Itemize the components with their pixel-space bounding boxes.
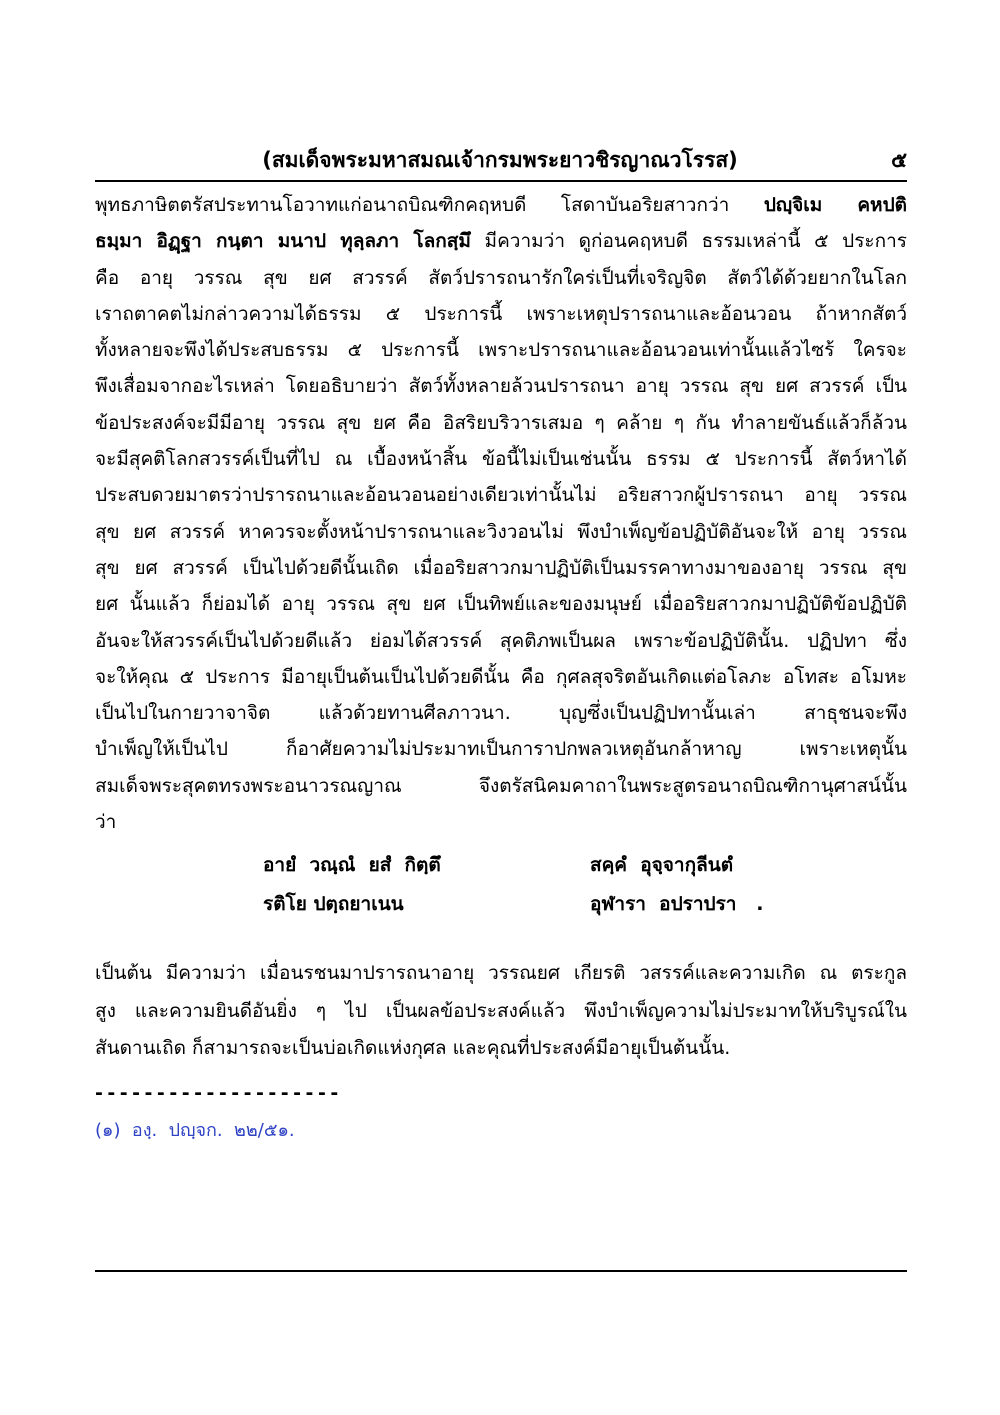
verse-right-half: อุฬารา อปราปรา . <box>590 893 764 915</box>
text-line: ประสบดวยมาตรว่าปรารถนาและอ้อนวอนอย่างเดียวเท่านั้นไม่ อริยสาวกผู้ปรารถนา อายุ วรรณ <box>95 484 907 507</box>
text-line: บำเพ็ญให้เป็นไป ก็อาศัยความไม่ประมาทเป็นการาปกพลวเหตุอันกล้าหาญ เพราะเหตุนั้น <box>95 738 907 761</box>
body-paragraph-2 <box>95 955 907 1068</box>
footnote-divider: -------------------- <box>95 1082 343 1104</box>
text-line: เป็นไปในกายวาจาจิต แล้วด้วยทานศีลภาวนา. บุญซึ่งเป็นปฏิปทานั้นเล่า สาธุชนจะพึง <box>95 702 907 725</box>
footer-rule <box>95 1270 907 1272</box>
text-line: สมเด็จพระสุคตทรงพระอนาวรณญาณ จึงตรัสนิคมคาถาในพระสูตรอนาถบิณฑิกานุศาสน์นั้น <box>95 774 907 797</box>
text-segment: พุทธภาษิตตรัสประทานโอวาทแก่อนาถบิณฑิกคฤหบดี โสดาบันอริยสาวกว่า <box>95 194 730 216</box>
page-header-title: (สมเด็จพระมหาสมณเจ้ากรมพระยาวชิรญาณวโรรส) <box>262 148 738 172</box>
page-number: ๕ <box>891 148 907 172</box>
text-line: พึงเสื่อมจากอะไรเหล่า โดยอธิบายว่า สัตว์ทั้งหลายล้วนปรารถนา อายุ วรรณ สุข ยศ สวรรค์ เป็น <box>95 375 907 398</box>
text-line: สูง และความยินดีอันยิ่ง ๆ ไป เป็นผลข้อประสงค์แล้ว พึงบำเพ็ญความไม่ประมาทให้บริบูรณ์ใน <box>95 999 907 1022</box>
header-rule <box>95 180 907 182</box>
text-line: ทั้งหลายจะพึงได้ประสบธรรม ๕ ประการนี้ เพราะปรารถนาและอ้อนวอนเท่านั้นแล้วไซร้ ใครจะ <box>95 339 907 362</box>
verse-left-half: รติโย ปตฺถยาเนน <box>263 893 404 915</box>
text-line: ว่า <box>95 811 117 834</box>
text-line: จะให้คุณ ๕ ประการ มีอายุเป็นต้นเป็นไปด้วยดีนั้น คือ กุศลสุจริตอันเกิดแต่อโลภะ อโทสะ อโมหะ <box>95 665 907 688</box>
text-line: สุข ยศ สวรรค์ เป็นไปด้วยดีนั้นเถิด เมื่ออริยสาวกมาปฏิบัติเป็นมรรคาทางมาของอายุ วรรณ สุข <box>95 556 907 579</box>
text-line: คือ อายุ วรรณ สุข ยศ สวรรค์ สัตว์ปรารถนารักใคร่เป็นที่เจริญจิต สัตว์ได้ด้วยยากในโลก <box>95 266 907 289</box>
text-line <box>95 223 907 259</box>
verse-left-half: อายํ วณฺณํ ยสํ กิตฺตึ <box>263 854 441 876</box>
footnote: (๑) องฺ. ปญฺจก. ๒๒/๕๑. <box>95 1120 295 1141</box>
verse-row <box>263 885 863 924</box>
text-line: เป็นต้น มีความว่า เมื่อนรชนมาปรารถนาอายุ วรรณยศ เกียรติ วสรรค์และความเกิด ณ ตระกูล <box>95 962 907 984</box>
text-line: อันจะให้สวรรค์เป็นไปด้วยดีแล้ว ย่อมได้สวรรค์ สุคติภพเป็นผล เพราะข้อปฏิบัตินั้น. ปฏิปทา ซึ่ง <box>95 629 907 652</box>
verse-block <box>263 846 863 924</box>
body-paragraph-1 <box>95 187 907 840</box>
text-line <box>95 187 907 223</box>
text-line: ข้อประสงค์จะมีมีอายุ วรรณ สุข ยศ คือ อิสริยบริวารเสมอ ๆ คล้าย ๆ กัน ทำลายขันธ์แล้วก็ล้วน <box>95 411 907 434</box>
text-line: เราถตาคตไม่กล่าวความได้ธรรม ๕ ประการนี้ เพราะเหตุปรารถนาและอ้อนวอน ถ้าหากสัตว์ <box>95 302 907 325</box>
verse-row <box>263 846 863 885</box>
bold-pali-phrase: ปญฺจิเม คหปติ <box>763 194 907 216</box>
text-line: สันดานเถิด ก็สามารถจะเป็นบ่อเกิดแห่งกุศล และคุณที่ประสงค์มีอายุเป็นต้นนั้น. <box>95 1037 731 1059</box>
bold-pali-phrase: ธมฺมา อิฏฺฐา กนฺตา มนาป ทุลฺลภา โลกสฺมึ <box>95 230 471 253</box>
text-line: ยศ นั้นแล้ว ก็ย่อมได้ อายุ วรรณ สุข ยศ เป็นทิพย์และของมนุษย์ เมื่ออริยสาวกมาปฏิบัติข้อปฏิบัติ <box>95 593 907 616</box>
text-line: สุข ยศ สวรรค์ หาควรจะตั้งหน้าปรารถนาและวิงวอนไม่ พึงบำเพ็ญข้อปฏิบัติอันจะให้ อายุ วรรณ <box>95 520 907 543</box>
verse-right-half: สคฺคํ อุจฺจากุลีนตํ <box>590 854 734 876</box>
text-line: จะมีสุคติโลกสวรรค์เป็นที่ไป ณ เบื้องหน้าสิ้น ข้อนี้ไม่เป็นเช่นนั้น ธรรม ๕ ประการนี้ สัตว์หาได้ <box>95 448 907 471</box>
text-segment: มีความว่า ดูก่อนคฤหบดี ธรรมเหล่านี้ ๕ ประการ <box>484 230 907 253</box>
